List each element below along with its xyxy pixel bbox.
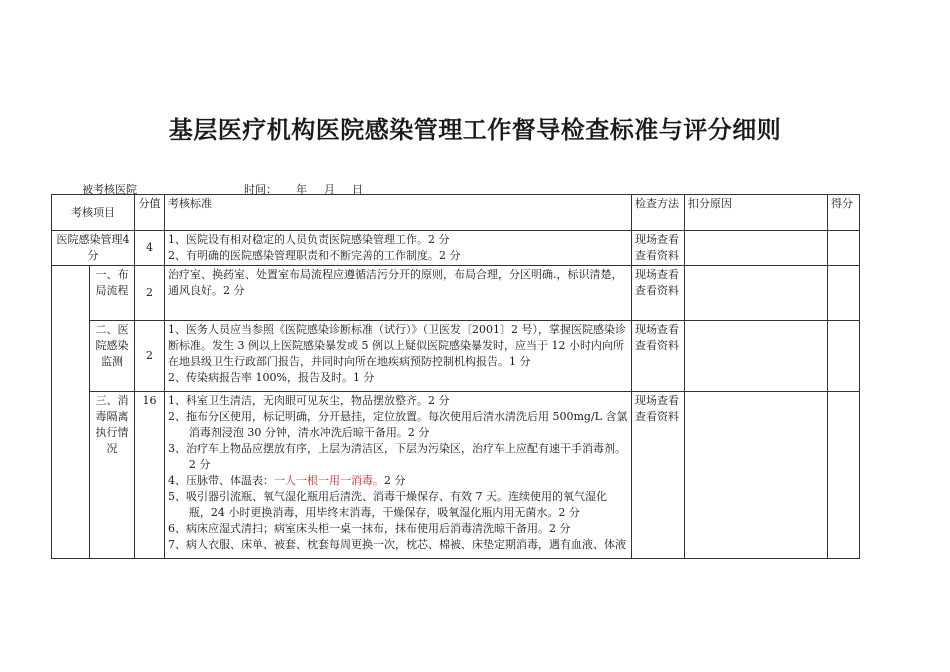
evaluation-table <box>51 194 860 559</box>
reason-cell <box>685 392 828 559</box>
item-cell: 二、医院感染监测 <box>90 321 135 392</box>
standard-item-score: 2 分 <box>384 474 406 487</box>
score-cell <box>828 392 860 559</box>
value-cell: 2 <box>135 266 165 321</box>
method-cell <box>632 231 685 266</box>
document-title: 基层医疗机构医院感染管理工作督导检查标准与评分细则 <box>168 116 782 144</box>
method-item: 查看资料 <box>635 410 679 423</box>
standard-cell <box>165 321 632 392</box>
method-item: 现场查看 <box>635 394 679 407</box>
method-cell <box>632 321 685 392</box>
standard-item: 7、病人衣服、床单、被套、枕套每周更换一次，枕芯、棉被、床垫定期消毒，遇有血液、体液 <box>168 538 626 551</box>
value-cell: 4 <box>135 231 165 266</box>
header-score-value: 分值 <box>135 195 165 231</box>
item-cell: 三、消毒隔离执行情况 <box>90 392 135 559</box>
method-item: 现场查看 <box>635 323 679 336</box>
standard-item: 2、有明确的医院感染管理职责和不断完善的工作制度。2 分 <box>168 249 461 262</box>
standard-item: 3、治疗车上物品应摆放有序，上层为清洁区，下层为污染区，治疗车上应配有速干手消毒剂。2 分 <box>168 442 626 471</box>
year-label: 年 <box>296 183 307 196</box>
header-standard: 考核标准 <box>165 195 632 231</box>
item-cell: 一、布局流程 <box>90 266 135 321</box>
method-cell <box>632 392 685 559</box>
value-cell: 2 <box>135 321 165 392</box>
header-reason: 扣分原因 <box>685 195 828 231</box>
method-item: 现场查看 <box>635 268 679 281</box>
header-row <box>52 195 860 231</box>
method-item: 查看资料 <box>635 339 679 352</box>
reason-cell <box>685 321 828 392</box>
standard-item: 治疗室、换药室、处置室布局流程应遵循洁污分开的原则，布局合理，分区明确.，标识清楚，通风良好。2 分 <box>168 268 623 297</box>
value-cell: 16 <box>135 392 165 559</box>
method-item: 现场查看 <box>635 233 679 246</box>
standard-item: 2、传染病报告率 100%，报告及时。1 分 <box>168 371 375 384</box>
item-cell: 医院感染管理4分 <box>52 231 135 266</box>
method-item: 查看资料 <box>635 249 679 262</box>
table-row <box>52 321 860 392</box>
indent-cell <box>52 266 90 559</box>
header-score: 得分 <box>828 195 860 231</box>
highlighted-requirement: 一人一根一用一消毒。 <box>274 474 384 487</box>
method-item: 查看资料 <box>635 284 679 297</box>
header-method: 检查方法 <box>632 195 685 231</box>
standard-item: 2、拖布分区使用，标记明确，分开悬挂，定位放置。每次使用后清水清洗后用 500mg/L 含氯消毒剂浸泡 30 分钟，清水冲洗后晾干备用。2 分 <box>168 410 628 439</box>
standard-item: 1、医务人员应当参照《医院感染诊断标准（试行）》（卫医发〔2001〕2 号），掌握医院感染诊断标准。发生 3 例以上医院感染暴发或 5 例以上疑似医院感染暴发时，应当于 12 小时内向所在地县级卫生行政部门报告，并同时向所在地疾病预防控制机构报告。1 分 <box>168 323 626 368</box>
standard-item <box>168 473 628 489</box>
standard-item: 1、科室卫生清洁，无肉眼可见灰尘，物品摆放整齐。2 分 <box>168 394 450 407</box>
month-label: 月 <box>324 183 335 196</box>
standard-item: 6、病床应湿式清扫；病室床头柜一桌一抹布，抹布使用后消毒清洗晾干备用。2 分 <box>168 522 571 535</box>
day-label: 日 <box>352 183 363 196</box>
table-row <box>52 392 860 559</box>
standard-cell <box>165 231 632 266</box>
header-item: 考核项目 <box>52 195 135 231</box>
standard-item: 1、医院设有相对稳定的人员负责医院感染管理工作。2 分 <box>168 233 450 246</box>
score-cell <box>828 231 860 266</box>
standard-cell <box>165 266 632 321</box>
score-cell <box>828 266 860 321</box>
hospital-label: 被考核医院 <box>82 183 137 196</box>
table-row <box>52 231 860 266</box>
reason-cell <box>685 266 828 321</box>
standard-cell <box>165 392 632 559</box>
table-row <box>52 266 860 321</box>
method-cell <box>632 266 685 321</box>
reason-cell <box>685 231 828 266</box>
score-cell <box>828 321 860 392</box>
time-label: 时间： <box>244 183 277 196</box>
standard-item-prefix: 4、压脉带、体温表： <box>168 474 274 487</box>
standard-item: 5、吸引器引流瓶、氧气湿化瓶用后清洗、消毒干燥保存、有效 7 天。连续使用的氧气湿化瓶，24 小时更换消毒，用毕终末消毒，干燥保存，吸氧湿化瓶内用无菌水。2 分 <box>168 490 607 519</box>
